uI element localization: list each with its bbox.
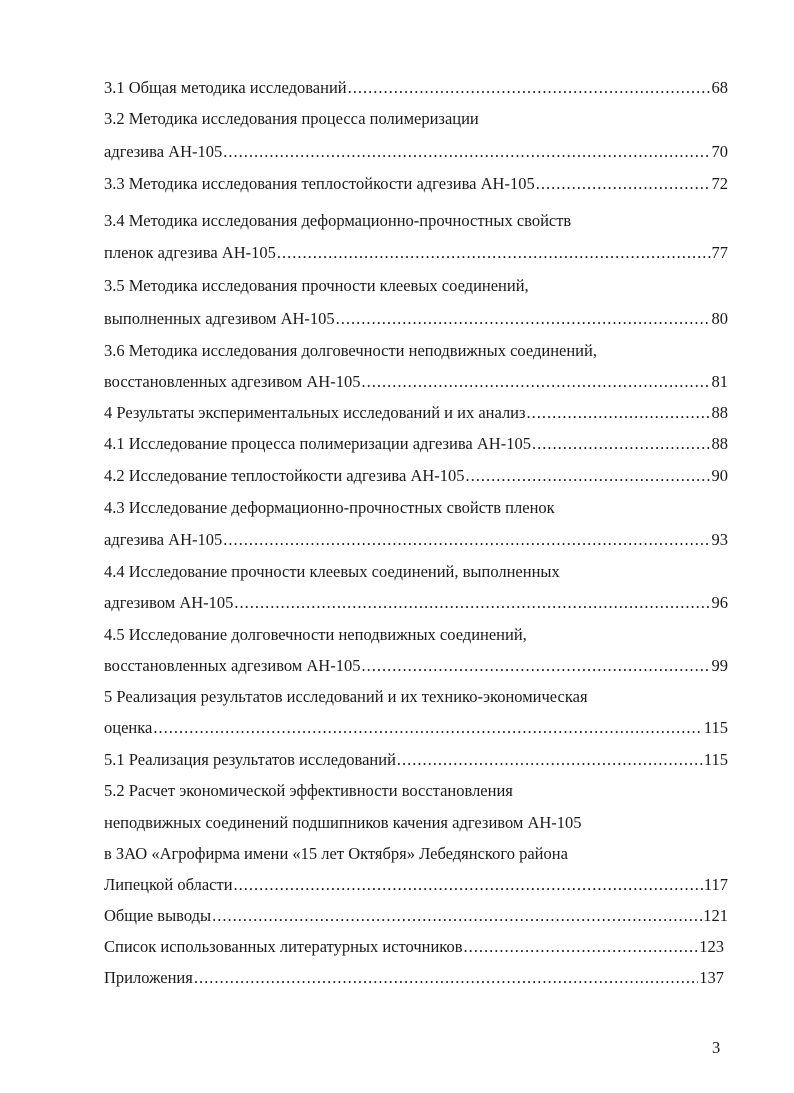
toc-entry-4-5 bbox=[104, 654, 728, 678]
toc-page-number: 81 bbox=[711, 372, 728, 391]
toc-entry-title: восстановленных адгезивом АН-105 bbox=[104, 372, 361, 391]
toc-page-number: 137 bbox=[699, 968, 724, 987]
toc-entry-3-5 bbox=[104, 307, 728, 331]
toc-entry-title: адгезива АН-105 bbox=[104, 142, 223, 161]
toc-entry-title: Липецкой области bbox=[104, 875, 233, 894]
toc-page-number: 88 bbox=[711, 434, 728, 453]
toc-page-number: 88 bbox=[711, 403, 728, 422]
toc-entry-title: пленок адгезива АН-105 bbox=[104, 243, 276, 262]
toc-page-number: 117 bbox=[703, 875, 728, 894]
toc-entry-title: 4.1 Исследование процесса полимеризации адгезива АН-105 bbox=[104, 434, 531, 453]
toc-entry-4-1 bbox=[104, 432, 728, 456]
toc-entry-5-2-line2: неподвижных соединений подшипников качения адгезивом АН-105 bbox=[104, 813, 582, 832]
toc-entry-3-6 bbox=[104, 370, 728, 394]
toc-entry-title: восстановленных адгезивом АН-105 bbox=[104, 656, 361, 675]
toc-page-number: 96 bbox=[711, 593, 728, 612]
dot-leader bbox=[536, 172, 711, 196]
toc-entry-title: 4 Результаты экспериментальных исследований и их анализ bbox=[104, 403, 526, 422]
toc-page-number: 99 bbox=[711, 656, 728, 675]
toc-entry-4-5-line1: 4.5 Исследование долговечности неподвижных соединений, bbox=[104, 625, 527, 644]
toc-entry-4-4 bbox=[104, 591, 728, 615]
toc-entry-title: 5.1 Реализация результатов исследований bbox=[104, 750, 396, 769]
toc-page-number: 93 bbox=[711, 530, 728, 549]
toc-entry-title: оценка bbox=[104, 718, 153, 737]
toc-page-number: 123 bbox=[699, 937, 724, 956]
toc-entry-title: 3.1 Общая методика исследований bbox=[104, 78, 347, 97]
toc-entry-title: Список использованных литературных источников bbox=[104, 937, 463, 956]
toc-page-number: 68 bbox=[711, 78, 728, 97]
dot-leader bbox=[466, 464, 711, 488]
dot-leader bbox=[212, 904, 702, 928]
toc-entry-4 bbox=[104, 401, 728, 425]
toc-page-number: 121 bbox=[703, 906, 728, 925]
dot-leader bbox=[397, 748, 703, 772]
toc-entry-3-5-line1: 3.5 Методика исследования прочности клеевых соединений, bbox=[104, 276, 529, 295]
toc-entry-title: 4.2 Исследование теплостойкости адгезива АН-105 bbox=[104, 466, 465, 485]
dot-leader bbox=[464, 935, 699, 959]
toc-entry-title: Приложения bbox=[104, 968, 193, 987]
toc-entry-3-6-line1: 3.6 Методика исследования долговечности неподвижных соединений, bbox=[104, 341, 597, 360]
toc-entry-title: Общие выводы bbox=[104, 906, 212, 925]
toc-entry-title: выполненных адгезивом АН-105 bbox=[104, 309, 335, 328]
toc-entry-4-3 bbox=[104, 528, 728, 552]
toc-entry-title: 3.3 Методика исследования теплостойкости адгезива АН-105 bbox=[104, 174, 535, 193]
dot-leader bbox=[194, 966, 698, 990]
toc-entry-3-2 bbox=[104, 140, 728, 164]
toc-page-number: 115 bbox=[703, 718, 728, 737]
toc-entry-3-2-line1: 3.2 Методика исследования процесса полимеризации bbox=[104, 109, 479, 128]
toc-entry-5-1 bbox=[104, 748, 728, 772]
toc-entry-5-2-line1: 5.2 Расчет экономической эффективности восстановления bbox=[104, 781, 513, 800]
toc-entry-3-4 bbox=[104, 241, 728, 265]
dot-leader bbox=[234, 591, 710, 615]
toc-entry-5-line1: 5 Реализация результатов исследований и их технико-экономическая bbox=[104, 687, 588, 706]
toc-entry-3-3 bbox=[104, 172, 728, 196]
page-number: 3 bbox=[712, 1038, 721, 1057]
dot-leader bbox=[361, 654, 710, 678]
toc-entry-title: адгезивом АН-105 bbox=[104, 593, 234, 612]
toc-page-number: 115 bbox=[703, 750, 728, 769]
toc-entry-4-2 bbox=[104, 464, 728, 488]
dot-leader bbox=[277, 241, 711, 265]
toc-page-number: 70 bbox=[711, 142, 728, 161]
dot-leader bbox=[234, 873, 703, 897]
toc-entry-references bbox=[104, 935, 724, 959]
toc-entry-5-2 bbox=[104, 873, 728, 897]
toc-entry-appendices bbox=[104, 966, 724, 990]
dot-leader bbox=[336, 307, 711, 331]
toc-page-number: 80 bbox=[711, 309, 728, 328]
toc-entry-5-2-line3: в ЗАО «Агрофирма имени «15 лет Октября» Лебедянского района bbox=[104, 844, 568, 863]
toc-entry-general-conclusions bbox=[104, 904, 728, 928]
toc-entry-4-3-line1: 4.3 Исследование деформационно-прочностных свойств пленок bbox=[104, 498, 555, 517]
toc-entry-3-4-line1: 3.4 Методика исследования деформационно-прочностных свойств bbox=[104, 211, 572, 230]
dot-leader bbox=[223, 528, 710, 552]
toc-entry-4-4-line1: 4.4 Исследование прочности клеевых соединений, выполненных bbox=[104, 562, 560, 581]
dot-leader bbox=[223, 140, 710, 164]
dot-leader bbox=[532, 432, 711, 456]
dot-leader bbox=[348, 76, 711, 100]
toc-page-number: 77 bbox=[711, 243, 728, 262]
toc-entry-3-1 bbox=[104, 76, 728, 100]
dot-leader bbox=[527, 401, 711, 425]
toc-page-number: 90 bbox=[711, 466, 728, 485]
dot-leader bbox=[361, 370, 710, 394]
toc-page-number: 72 bbox=[711, 174, 728, 193]
toc-entry-title: адгезива АН-105 bbox=[104, 530, 223, 549]
toc-entry-5 bbox=[104, 716, 728, 740]
dot-leader bbox=[153, 716, 703, 740]
